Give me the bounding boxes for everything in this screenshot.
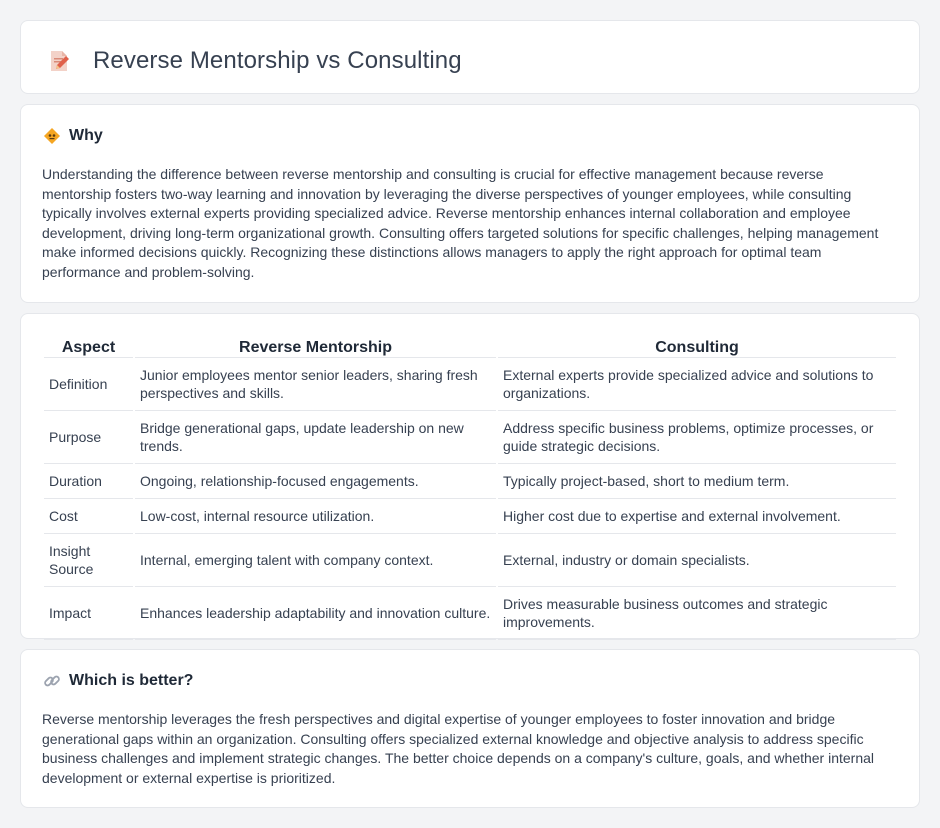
better-heading-row	[43, 672, 193, 690]
comparison-section	[20, 313, 920, 639]
diamond-warning-icon	[43, 127, 61, 145]
why-body: Understanding the difference between reverse mentorship and consulting is crucial for effective management because reverse mentorship fosters two-way learning and innovation by leveraging the diverse perspectives of younger employees, while consulting typically involves external experts providing specialized advice. Reverse mentorship enhances internal collaboration and employee development, driving long-term organizational growth. Consulting offers targeted solutions for specific challenges, helping management make informed decisions quickly. Recognizing these distinctions allows managers to apply the right approach for optimal team performance and problem-solving.	[42, 166, 879, 280]
better-body: Reverse mentorship leverages the fresh perspectives and digital expertise of younger employees to foster innovation and bridge generational gaps within an organization. Consulting offers specialized external knowledge and objective analysis to address specific business challenges and implement strategic changes. The better choice depends on a company's culture, goals, and whether internal development or external expertise is prioritized.	[42, 711, 875, 786]
aspect-cell: Duration	[44, 464, 133, 499]
aspect-cell: Cost	[44, 499, 133, 534]
consulting-cell: Drives measurable business outcomes and strategic improvements.	[498, 587, 896, 640]
why-heading: Why	[69, 127, 103, 144]
consulting-cell: External, industry or domain specialists.	[498, 534, 896, 587]
consulting-cell: Typically project-based, short to medium term.	[498, 464, 896, 499]
reverse-mentorship-cell: Ongoing, relationship-focused engagements.	[135, 464, 496, 499]
consulting-cell: Address specific business problems, optimize processes, or guide strategic decisions.	[498, 411, 896, 464]
document-pencil-icon	[47, 49, 71, 73]
table-row	[44, 534, 896, 587]
better-heading: Which is better?	[69, 672, 194, 689]
table-row	[44, 587, 896, 640]
reverse-mentorship-cell: Bridge generational gaps, update leadership on new trends.	[135, 411, 496, 464]
header-aspect: Aspect	[44, 336, 133, 358]
consulting-cell: Higher cost due to expertise and external involvement.	[498, 499, 896, 534]
aspect-cell: Insight Source	[44, 534, 133, 587]
comparison-table	[42, 336, 898, 640]
table-row	[44, 358, 896, 411]
link-icon	[43, 672, 61, 690]
reverse-mentorship-cell: Junior employees mentor senior leaders, sharing fresh perspectives and skills.	[135, 358, 496, 411]
table-row	[44, 464, 896, 499]
reverse-mentorship-cell: Low-cost, internal resource utilization.	[135, 499, 496, 534]
why-heading-row	[43, 127, 103, 145]
table-header-row	[44, 336, 896, 358]
aspect-cell: Impact	[44, 587, 133, 640]
why-section	[20, 104, 920, 303]
page-title: Reverse Mentorship vs Consulting	[93, 47, 462, 74]
aspect-cell: Definition	[44, 358, 133, 411]
header-consulting: Consulting	[498, 336, 896, 358]
aspect-cell: Purpose	[44, 411, 133, 464]
reverse-mentorship-cell: Internal, emerging talent with company context.	[135, 534, 496, 587]
reverse-mentorship-cell: Enhances leadership adaptability and innovation culture.	[135, 587, 496, 640]
table-row	[44, 411, 896, 464]
title-card	[20, 20, 920, 94]
title-row	[47, 47, 462, 75]
which-is-better-section	[20, 649, 920, 808]
header-reverse-mentorship: Reverse Mentorship	[135, 336, 496, 358]
consulting-cell: External experts provide specialized advice and solutions to organizations.	[498, 358, 896, 411]
table-row	[44, 499, 896, 534]
